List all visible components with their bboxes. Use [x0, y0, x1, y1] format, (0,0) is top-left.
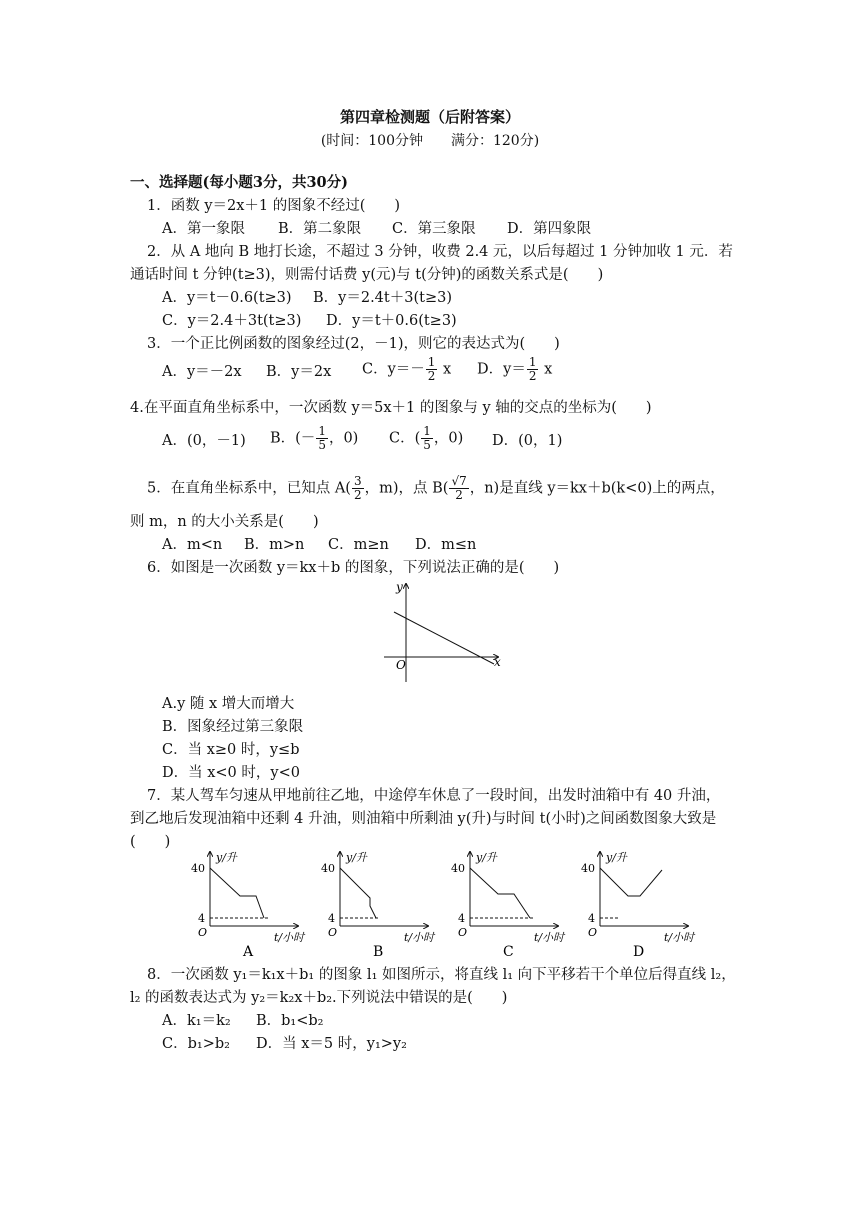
- q4-option-b: B．(－ $\frac{1}{5}$ ，0): [270, 424, 359, 452]
- q4-option-a: A．(0，－1): [162, 433, 246, 449]
- y-tick-40: 40: [581, 862, 595, 875]
- section-heading: 一、选择题(每小题3分，共30分): [130, 174, 348, 191]
- q7-stem-line2: 到乙地后发现油箱中还剩 4 升油，则油箱中所剩油 y(升)与时间 t(小时)之间函数图象大致是: [130, 811, 717, 827]
- page-title: 第四章检测题（后附答案）: [339, 108, 520, 126]
- q3-d-prefix: D．y＝: [477, 361, 526, 378]
- x-axis-label: t/小时: [534, 931, 565, 944]
- origin-label: O: [396, 658, 406, 672]
- q2-option-c: C．y＝2.4＋3t(t≥3): [162, 313, 302, 329]
- q6-stem: 6．如图是一次函数 y＝kx＋b 的图象，下列说法正确的是( ): [147, 560, 560, 576]
- graph-letter: D: [633, 944, 645, 960]
- y-tick-4: 4: [588, 912, 595, 925]
- q6-linear-graph: [376, 578, 508, 686]
- q7-stem-line1: 7．某人驾车匀速从甲地前往乙地，中途停车休息了一段时间，出发时油箱中有 40 升油，: [147, 788, 721, 804]
- q1-option-a: A．第一象限: [162, 221, 245, 237]
- q3-option-c: [362, 356, 451, 383]
- q8-option-d: D．当 x＝5 时，y₁>y₂: [256, 1036, 407, 1052]
- y-tick-40: 40: [451, 862, 465, 875]
- q3-c-fraction: $\frac{1}{2}$: [427, 355, 436, 383]
- x-axis-label: t/小时: [404, 931, 435, 944]
- graph-letter: C: [503, 944, 514, 960]
- q3-c-prefix: C．y＝－: [362, 361, 425, 378]
- q3-option-a: A．y＝－2x: [162, 364, 242, 380]
- q4-option-d: D．(0，1): [492, 433, 563, 449]
- q8-stem-line2: l₂ 的函数表达式为 y₂＝k₂x＋b₂.下列说法中错误的是( ): [130, 990, 508, 1006]
- q8-option-a: A．k₁＝k₂: [162, 1013, 231, 1029]
- q7-graph-b: [318, 848, 448, 960]
- origin-label: O: [328, 926, 338, 939]
- q5-b-fraction: $\frac{√7}{2}$: [451, 474, 467, 502]
- q3-c-suffix: x: [443, 361, 452, 378]
- q3-d-fraction: $\frac{1}{2}$: [528, 355, 537, 383]
- q3-option-d: [477, 356, 552, 383]
- q1-stem: 1．函数 y＝2x＋1 的图象不经过( ): [147, 198, 401, 214]
- q2-option-a: A．y＝t－0.6(t≥3): [162, 290, 292, 306]
- q1-option-c: C．第三象限: [392, 221, 476, 237]
- q5-option-b: B．m>n: [244, 537, 305, 553]
- q5-option-c: C．m≥n: [328, 537, 389, 553]
- y-tick-4: 4: [458, 912, 465, 925]
- q5-stem-line1: 5．在直角坐标系中，已知点 A( $\frac{3}{2}$ ，m)，点 B( $\frac{√7}{2}$ ，n)是直线 y＝kx＋b(k<0)上的两点，: [147, 474, 725, 502]
- q3-stem: 3．一个正比例函数的图象经过(2，－1)，则它的表达式为( ): [147, 336, 560, 352]
- q6-option-b: B．图象经过第三象限: [162, 719, 304, 735]
- origin-label: O: [588, 926, 598, 939]
- graph-c-curve: [470, 868, 530, 918]
- page-subtitle: (时间：100分钟 满分：120分): [320, 133, 540, 149]
- q2-option-b: B．y＝2.4t＋3(t≥3): [313, 290, 452, 306]
- y-axis-label: y/升: [346, 851, 367, 864]
- q5-option-d: D．m≤n: [415, 537, 477, 553]
- q5-option-a: A．m<n: [162, 537, 223, 553]
- q8-option-c: C．b₁>b₂: [162, 1036, 230, 1052]
- origin-label: O: [198, 926, 208, 939]
- q7-graph-a: [188, 848, 318, 960]
- y-axis-label: y/升: [476, 851, 497, 864]
- graph-d-curve: [600, 868, 662, 896]
- q3-d-suffix: x: [544, 361, 553, 378]
- q8-stem-line1: 8．一次函数 y₁＝k₁x＋b₁ 的图象 l₁ 如图所示，将直线 l₁ 向下平移若干个单位后得直线 l₂，: [147, 967, 736, 983]
- x-axis-label: t/小时: [664, 931, 695, 944]
- graph-a-curve: [210, 868, 264, 918]
- q4-stem: 4.在平面直角坐标系中，一次函数 y＝5x＋1 的图象与 y 轴的交点的坐标为( ): [130, 400, 652, 416]
- graph-letter: A: [243, 944, 254, 960]
- q7-graph-d: [578, 848, 708, 960]
- y-axis-label: y: [396, 580, 403, 594]
- y-axis-label: y/升: [606, 851, 627, 864]
- q1-option-b: B．第二象限: [278, 221, 362, 237]
- q2-stem-line2: 通话时间 t 分钟(t≥3)，则需付话费 y(元)与 t(分钟)的函数关系式是( ): [130, 267, 604, 283]
- y-axis-label: y/升: [216, 851, 237, 864]
- x-axis-label: x: [494, 655, 501, 669]
- x-axis-label: t/小时: [274, 931, 305, 944]
- q5-stem-line2: 则 m，n 的大小关系是( ): [130, 514, 319, 530]
- q8-option-b: B．b₁<b₂: [256, 1013, 324, 1029]
- y-tick-40: 40: [321, 862, 335, 875]
- graph-letter: B: [373, 944, 384, 960]
- q5-a-fraction: $\frac{3}{2}$: [353, 474, 362, 502]
- graph-b-curve: [340, 868, 376, 918]
- q2-option-d: D．y＝t＋0.6(t≥3): [326, 313, 457, 329]
- y-tick-4: 4: [328, 912, 335, 925]
- q4-b-fraction: $\frac{1}{5}$: [318, 424, 326, 452]
- y-tick-40: 40: [191, 862, 205, 875]
- q4-c-fraction: $\frac{1}{5}$: [423, 424, 431, 452]
- q2-stem-line1: 2．从 A 地向 B 地打长途，不超过 3 分钟，收费 2.4 元，以后每超过 1 分钟加收 1 元．若: [147, 244, 733, 260]
- q6-option-a: A.y 随 x 增大而增大: [162, 696, 295, 712]
- origin-label: O: [458, 926, 468, 939]
- q6-option-d: D．当 x<0 时，y<0: [162, 765, 300, 781]
- q1-option-d: D．第四象限: [507, 221, 592, 237]
- q7-stem-line3: ( ): [130, 834, 171, 850]
- q7-graph-c: [448, 848, 578, 960]
- q6-option-c: C．当 x≥0 时，y≤b: [162, 742, 300, 758]
- q4-option-c: C．( $\frac{1}{5}$ ，0): [389, 424, 464, 452]
- q6-function-line: [394, 612, 494, 664]
- y-tick-4: 4: [198, 912, 205, 925]
- q3-option-b: B．y＝2x: [266, 364, 332, 380]
